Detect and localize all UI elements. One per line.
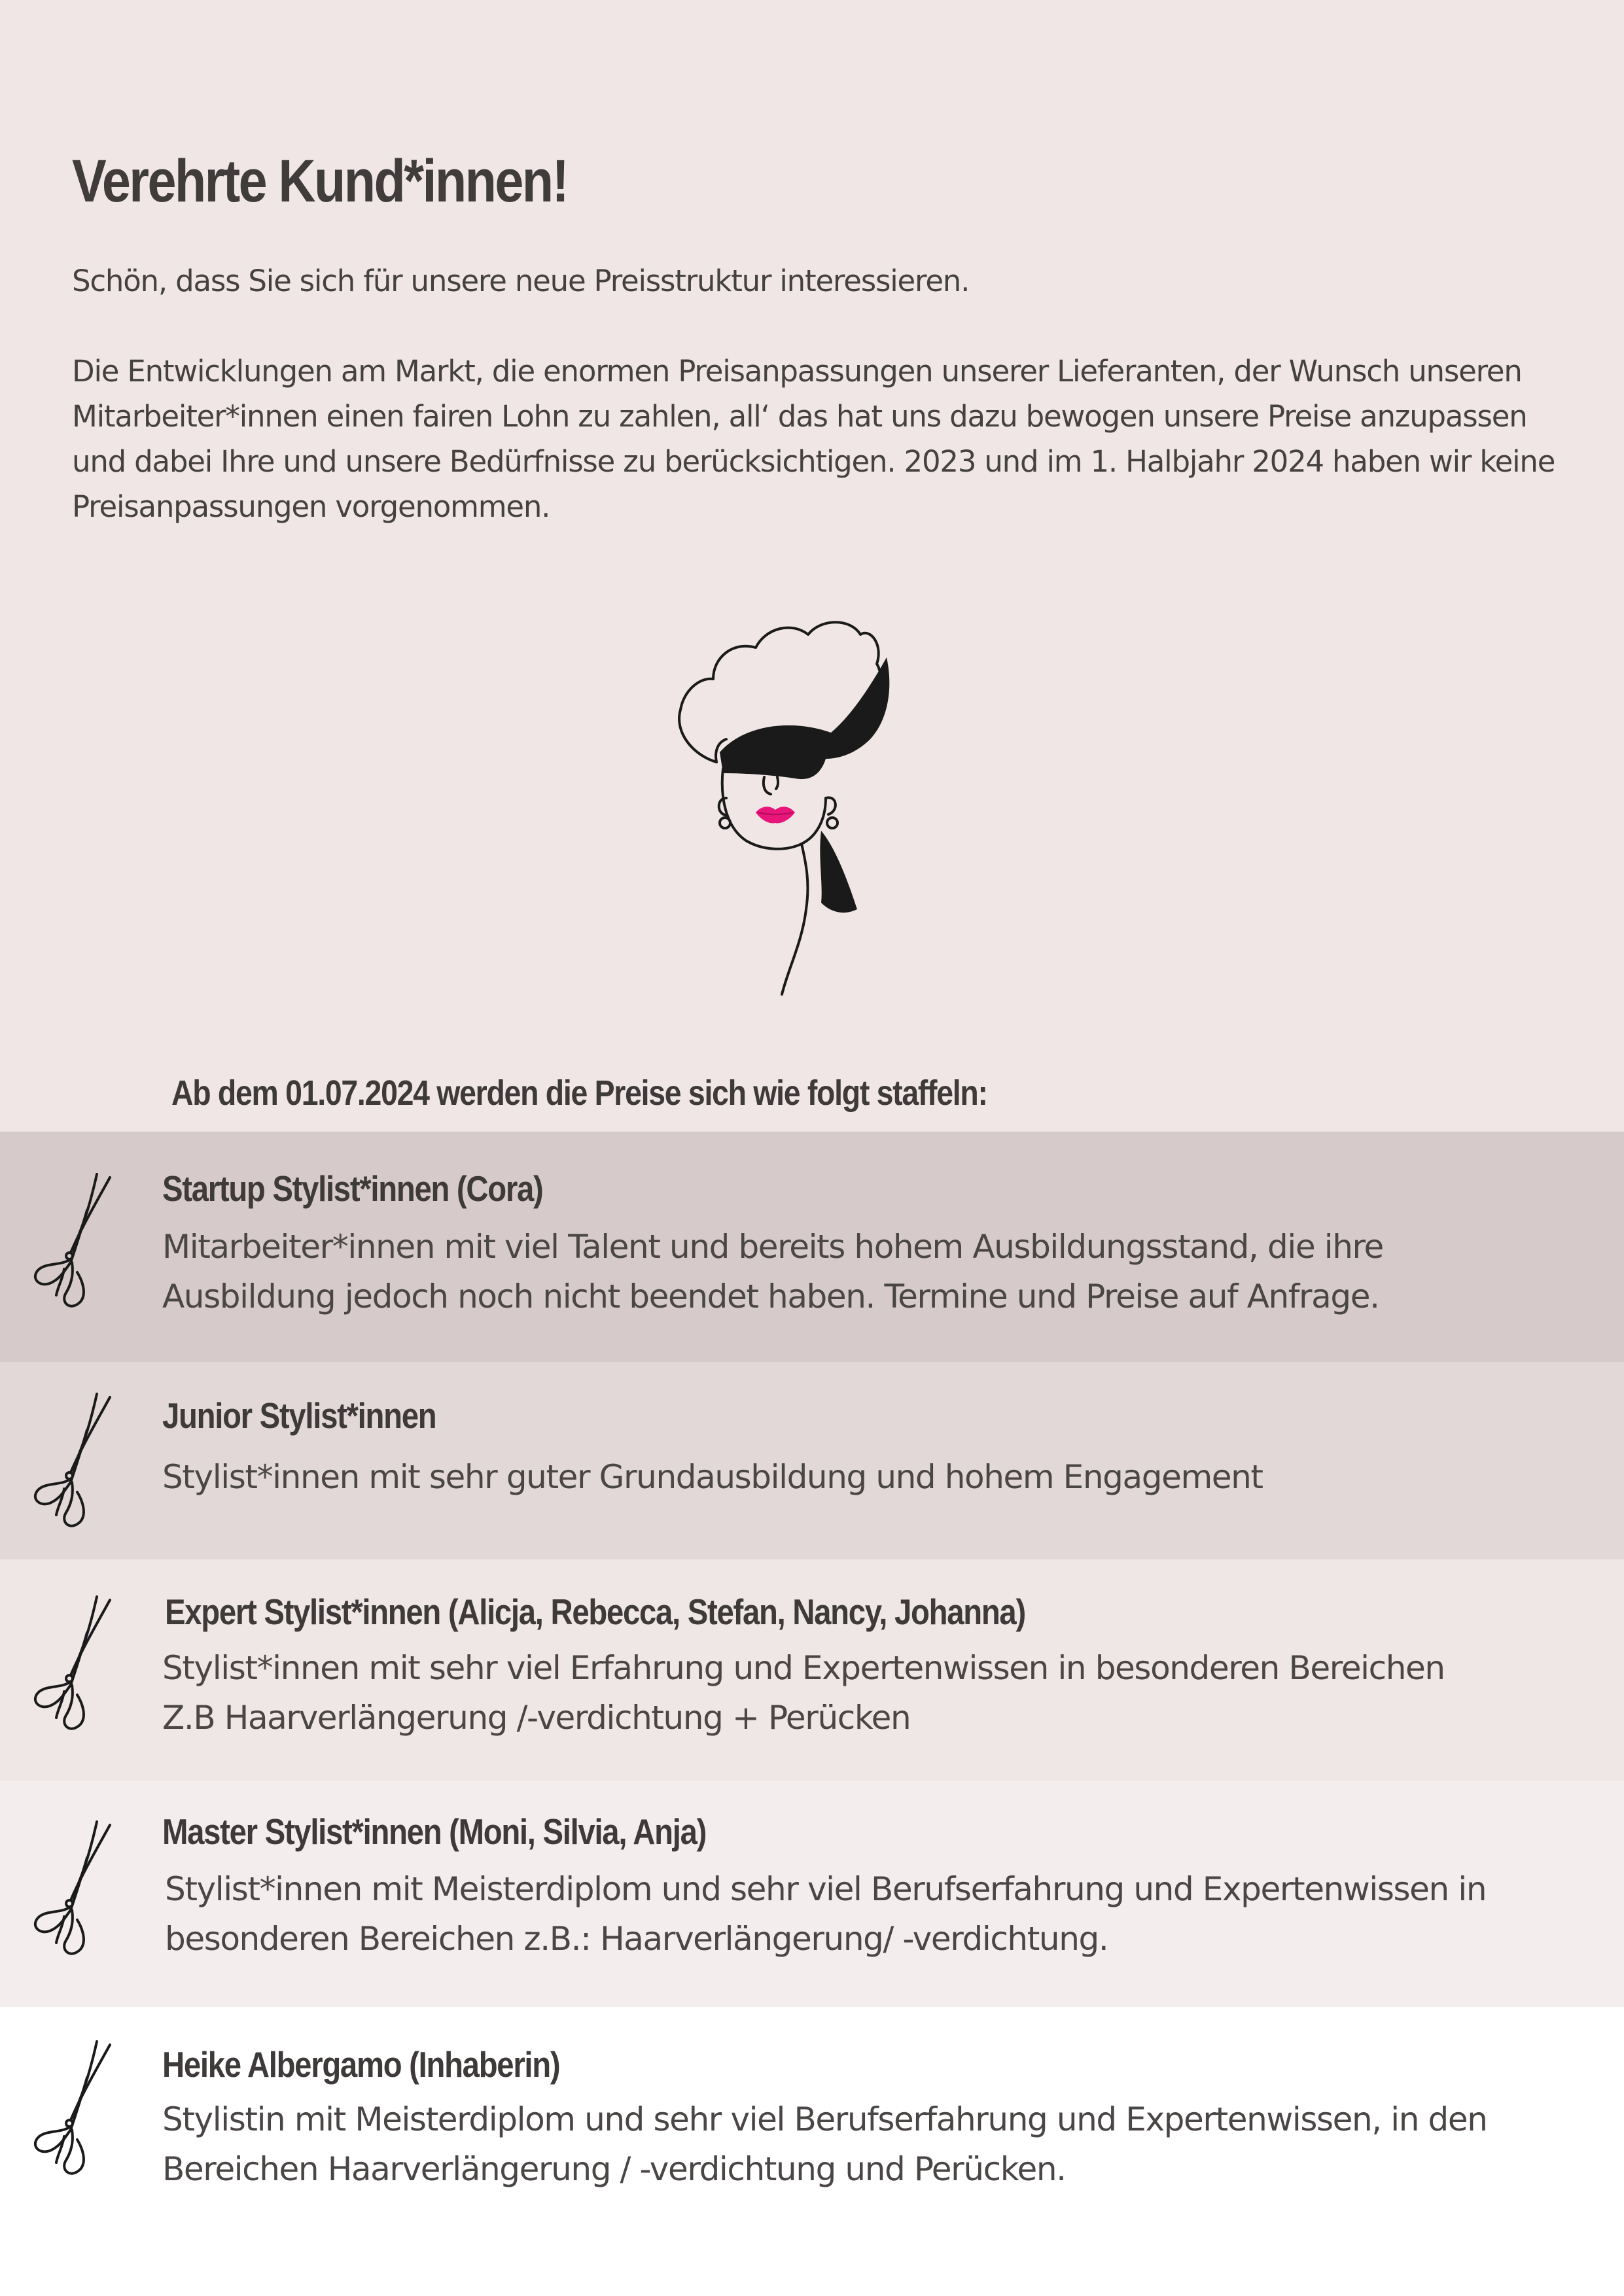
tier-master <box>0 1781 1624 2007</box>
tier-description <box>162 1222 1576 1321</box>
tier-description-line: Bereichen Haarverlängerung / -verdichtung und Perücken. <box>162 2150 1066 2188</box>
scissors-icon <box>25 1818 116 1962</box>
intro-paragraph-2 <box>72 349 1570 529</box>
tier-description-line: Ausbildung jedoch noch nicht beendet haben. Termine und Preise auf Anfrage. <box>162 1278 1379 1315</box>
intro-paragraph-1: Schön, dass Sie sich für unsere neue Preisstruktur interessieren. <box>72 264 970 298</box>
tier-name: Heike Albergamo (Inhaberin) <box>162 2044 560 2085</box>
tier-name: Startup Stylist*innen (Cora) <box>162 1168 543 1209</box>
intro-line: Preisanpassungen vorgenommen. <box>72 489 550 524</box>
scissors-icon <box>25 1391 116 1535</box>
tier-name: Expert Stylist*innen (Alicja, Rebecca, Stefan, Nancy, Johanna) <box>165 1592 1025 1632</box>
tier-description <box>162 2095 1576 2194</box>
intro-line: Mitarbeiter*innen einen fairen Lohn zu zahlen, all‘ das hat uns dazu bewogen unsere Preise anzupassen <box>72 399 1527 434</box>
tier-description-line: besonderen Bereichen z.B.: Haarverlängerung/ -verdichtung. <box>165 1920 1108 1958</box>
tier-description-line: Mitarbeiter*innen mit viel Talent und bereits hohem Ausbildungsstand, die ihre <box>162 1228 1383 1266</box>
tier-name: Master Stylist*innen (Moni, Silvia, Anja) <box>162 1811 707 1852</box>
scissors-icon <box>25 1593 116 1737</box>
tier-description <box>165 1864 1578 1964</box>
tier-description-line: Stylistin mit Meisterdiplom und sehr viel Berufserfahrung und Expertenwissen, in den <box>162 2100 1487 2138</box>
tier-junior <box>0 1362 1624 1559</box>
intro-text <box>72 258 1570 529</box>
tier-name: Junior Stylist*innen <box>162 1395 436 1436</box>
intro-line: und dabei Ihre und unsere Bedürfnisse zu berücksichtigen. 2023 und im 1. Halbjahr 2024 haben wir keine <box>72 444 1555 479</box>
tier-description-line: Stylist*innen mit sehr viel Erfahrung und Expertenwissen in besonderen Bereichen <box>162 1649 1445 1687</box>
woman-face-illustration <box>654 602 929 1001</box>
tier-description <box>162 1643 1576 1743</box>
tier-description-line: Stylist*innen mit Meisterdiplom und sehr viel Berufserfahrung und Expertenwissen in <box>165 1870 1487 1908</box>
tier-expert <box>0 1559 1624 1781</box>
scissors-icon <box>25 1171 116 1315</box>
tier-description-line: Stylist*innen mit sehr guter Grundausbildung und hohem Engagement <box>162 1458 1263 1496</box>
tier-description-line: Z.B Haarverlängerung /-verdichtung + Perücken <box>162 1699 911 1737</box>
tier-owner <box>0 2007 1624 2296</box>
page-title: Verehrte Kund*innen! <box>72 148 568 215</box>
tier-description <box>162 1452 1576 1502</box>
intro-line: Die Entwicklungen am Markt, die enormen Preisanpassungen unserer Lieferanten, der Wunsch unseren <box>72 354 1522 389</box>
scissors-icon <box>25 2038 116 2182</box>
price-tier-heading: Ab dem 01.07.2024 werden die Preise sich wie folgt staffeln: <box>171 1073 987 1113</box>
tier-startup <box>0 1132 1624 1362</box>
